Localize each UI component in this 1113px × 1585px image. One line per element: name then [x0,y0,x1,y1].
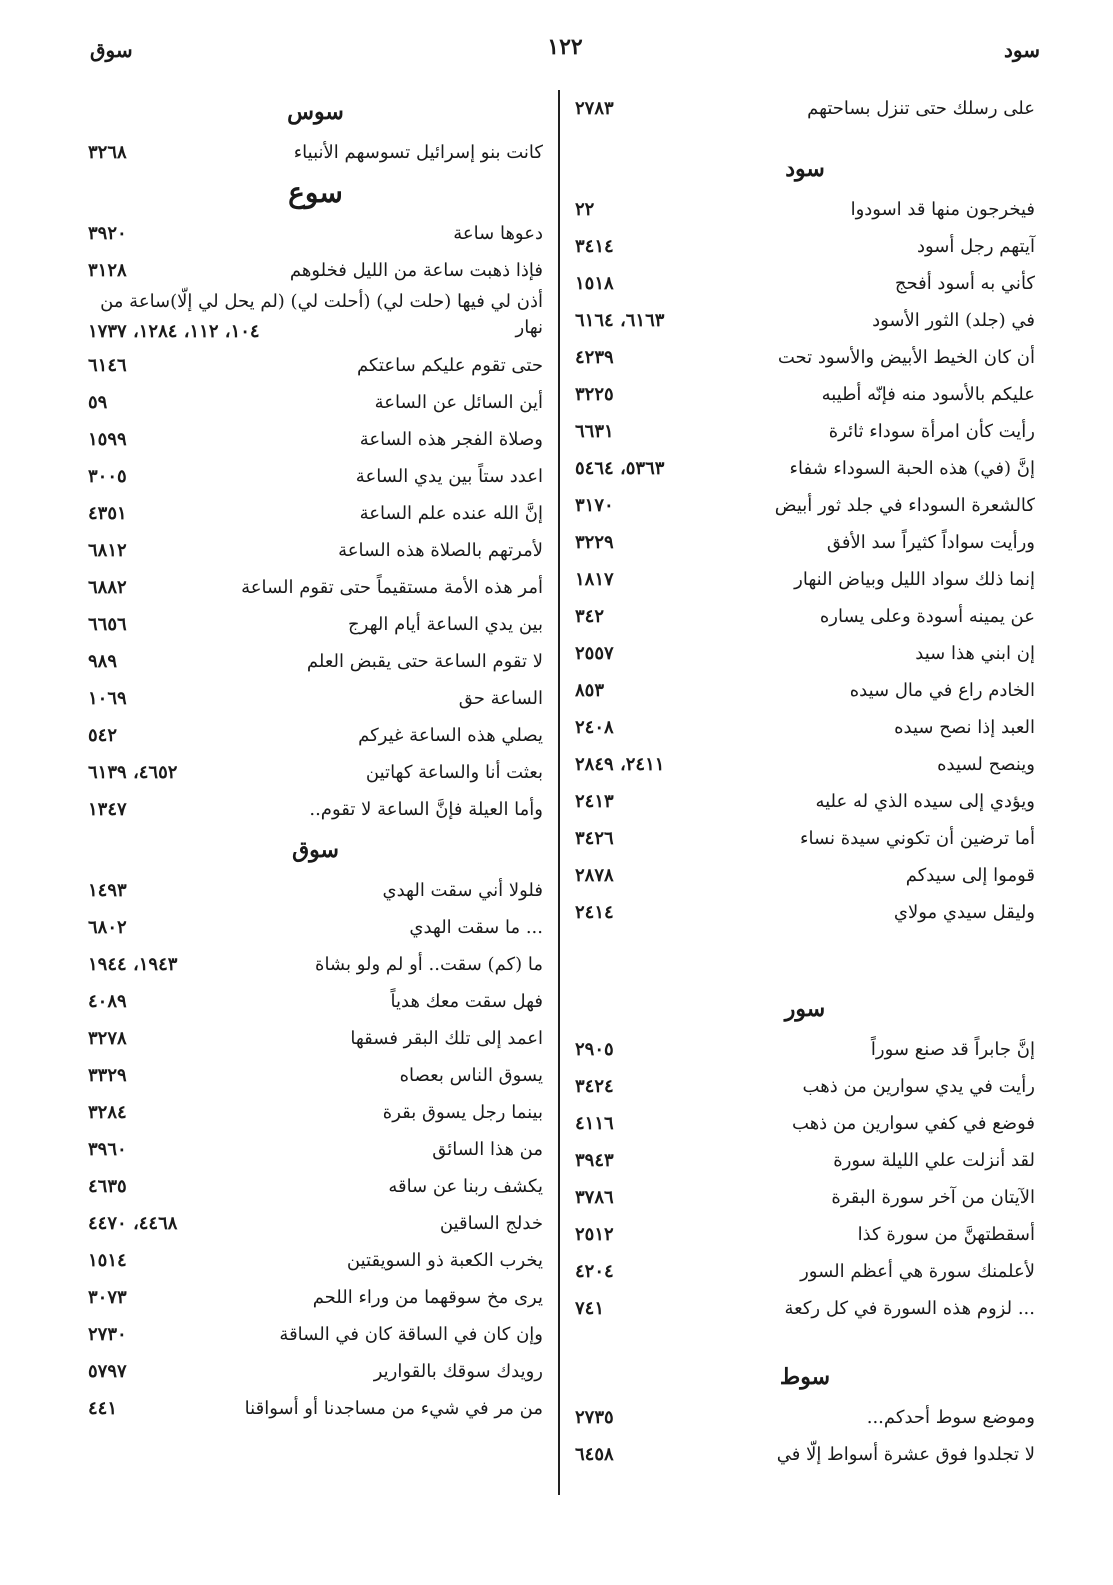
index-entry [88,1205,543,1242]
entry-refs: ٧٤١ [575,1298,605,1319]
entry-text: قوموا إلى سيدكم [905,865,1035,886]
entry-text: إنما ذلك سواد الليل وبياض النهار [794,569,1035,590]
index-entry [575,746,1035,783]
entry-refs: ١٥١٤ [88,1250,127,1271]
index-entry [88,1353,543,1390]
entry-text: أمر هذه الأمة مستقيماً حتى تقوم الساعة [241,577,543,598]
index-entry [88,252,543,289]
index-entry [88,946,543,983]
index-entry [575,1253,1035,1290]
index-entry [575,265,1035,302]
entry-refs: ٢٢ [575,199,595,220]
entry-refs: ٢٤١٤ [575,902,614,923]
entry-text: إنَّ (في) هذه الحبة السوداء شفاء [789,458,1035,479]
index-entry [575,820,1035,857]
index-entry [88,215,543,252]
entry-refs: ٢٨٧٨ [575,865,614,886]
index-entry [88,384,543,421]
entry-text: بين يدي الساعة أيام الهرج [348,614,543,635]
entry-refs: ٥٧٩٧ [88,1361,127,1382]
entry-text: ما (كم) سقت.. أو لم ولو بشاة [315,954,543,975]
entry-text: آيتهم رجل أسود [916,236,1035,257]
section-heading: سوس [287,99,344,125]
entry-text: فلولا أني سقت الهدي [382,880,543,901]
header-last-word: سوق [90,38,133,62]
entry-text: الآيتان من آخر سورة البقرة [831,1187,1035,1208]
entry-text: يرى مخ سوقهما من وراء اللحم [312,1287,543,1308]
page-number: ١٢٢ [547,34,583,60]
section-heading: سور [784,996,826,1022]
entry-refs: ٢٩٠٥ [575,1039,614,1060]
index-entry [575,1031,1035,1068]
entry-refs: ٣٩٢٠ [88,223,127,244]
index-entry [575,339,1035,376]
entry-refs: ٦٦٥٦ [88,614,127,635]
section-entries [575,191,1035,931]
entry-refs: ٩٨٩ [88,651,118,672]
index-entry [575,598,1035,635]
index-entry [88,289,543,347]
index-entry [575,1105,1035,1142]
entry-text: وينصح لسيده [937,754,1035,775]
entry-text: أسقطتهنَّ من سورة كذا [857,1224,1035,1245]
entry-refs: ٣٢٧٨ [88,1028,127,1049]
index-entry [88,495,543,532]
entry-text: حتى تقوم عليكم ساعتكم [357,355,543,376]
entry-refs: ٣٣٢٩ [88,1065,127,1086]
index-entry [575,191,1035,228]
entry-refs: ٢٧٣٥ [575,1407,614,1428]
entry-refs: ٣٢٨٤ [88,1102,127,1123]
entry-refs: ٢٧٨٣ [575,98,614,119]
index-entry [88,643,543,680]
entry-refs: ٤٠٨٩ [88,991,127,1012]
entry-text: أذن لي فيها (حلت لي) (أحلت لي) (لم يحل لي إلّا)ساعة من نهار [100,291,543,338]
entry-refs: ١٨١٧ [575,569,614,590]
entry-refs: ٤٤٦٨، ٤٤٧٠ [88,1213,178,1234]
entry-text: ... ما سقت الهدي [409,917,543,938]
index-entry [575,709,1035,746]
entry-text: دعوها ساعة [453,223,543,244]
entry-text: وصلاة الفجر هذه الساعة [359,429,543,450]
entry-refs: ٣٤٢ [575,606,605,627]
index-entry [88,1390,543,1427]
spacer [575,1327,1035,1355]
right-column [575,90,1035,1473]
entry-refs: ١٤٩٣ [88,880,127,901]
entry-text: إنَّ جابراً قد صنع سوراً [870,1039,1035,1060]
entry-text: خدلج الساقين [439,1213,543,1234]
entry-text: أما ترضين أن تكوني سيدة نساء [800,828,1035,849]
index-entry [575,1179,1035,1216]
section-entries [575,1031,1035,1327]
entry-refs: ٦٦٣١ [575,421,614,442]
entry-refs: ٤٦٥٢، ٦١٣٩ [88,762,178,783]
entry-text: بينما رجل يسوق بقرة [382,1102,543,1123]
index-entry [575,894,1035,931]
index-entry [575,413,1035,450]
entry-refs: ٣١٧٠ [575,495,614,516]
section-heading: سوع [288,176,343,209]
entry-refs: ٣٧٨٦ [575,1187,614,1208]
entry-refs: ٤٢٠٤ [575,1261,614,1282]
entry-text: ورأيت سواداً كثيراً سد الأفق [826,532,1035,553]
entry-text: لأمرتهم بالصلاة هذه الساعة [338,540,543,561]
entry-text: يصلي هذه الساعة غيركم [358,725,543,746]
entry-text: وأما العيلة فإنَّ الساعة لا تقوم.. [309,799,543,820]
entry-text: لقد أنزلت علي الليلة سورة [833,1150,1035,1171]
entry-refs: ٢٧٣٠ [88,1324,127,1345]
entry-text: لا تقوم الساعة حتى يقبض العلم [306,651,543,672]
entry-text: لا تجلدوا فوق عشرة أسواط إلّا في [776,1444,1035,1465]
section-heading: سوق [292,837,339,863]
entry-text: في (جلد) الثور الأسود [872,310,1035,331]
entry-text: من هذا السائق [432,1139,543,1160]
index-entry [575,450,1035,487]
entry-text: كأني به أسود أفحج [894,273,1035,294]
entry-refs: ٦١٦٣، ٦١٦٤ [575,310,665,331]
index-entry [575,635,1035,672]
entry-refs: ٣٢٢٥ [575,384,614,405]
index-entry [575,524,1035,561]
entry-text: كانت بنو إسرائيل تسوسهم الأنبياء [293,142,543,163]
entry-refs: ٣٤٢٤ [575,1076,614,1097]
entry-refs: ٢٤١٣ [575,791,614,812]
entry-text: ويؤدي إلى سيده الذي له عليه [815,791,1035,812]
section-heading: سود [785,156,825,182]
entry-refs: ٣٠٠٥ [88,466,127,487]
entry-refs: ٦٨٠٢ [88,917,127,938]
entry-refs: ٥٤٢ [88,725,118,746]
index-entry [575,302,1035,339]
section-entries [88,134,543,171]
index-entry [88,1020,543,1057]
entry-refs: ٣٠٧٣ [88,1287,127,1308]
index-entry [88,872,543,909]
entry-text: وموضع سوط أحدكم... [866,1407,1035,1428]
entry-refs: ٤٢٣٩ [575,347,614,368]
entry-refs: ٦٨١٢ [88,540,127,561]
entry-text: يكشف ربنا عن ساقه [388,1176,543,1197]
index-entry [88,983,543,1020]
entry-refs: ١٠٤، ١١٢، ١٢٨٤، ١٧٣٧ [88,321,260,342]
entry-text: وليقل سيدي مولاي [893,902,1035,923]
index-entry [575,228,1035,265]
entry-text: عن يمينه أسودة وعلى يساره [819,606,1035,627]
entry-text: رويدك سوقك بالقوارير [373,1361,543,1382]
entry-refs: ٢٥٥٧ [575,643,614,664]
index-entry [88,421,543,458]
entry-refs: ٣٩٤٣ [575,1150,614,1171]
index-entry [88,1057,543,1094]
index-entry [575,90,1035,127]
entry-refs: ٦٤٥٨ [575,1444,614,1465]
index-entry [88,680,543,717]
entry-refs: ٣٢٢٩ [575,532,614,553]
entry-text: أن كان الخيط الأبيض والأسود تحت [777,347,1035,368]
index-entry [88,1279,543,1316]
left-column [88,90,543,1427]
entry-text: وإن كان في الساقة كان في الساقة [279,1324,543,1345]
section-entries [88,872,543,1427]
index-entry [88,791,543,828]
entry-refs: ١٥٩٩ [88,429,127,450]
index-entry [575,672,1035,709]
entry-refs: ١٥١٨ [575,273,614,294]
index-entry [575,487,1035,524]
entry-text: بعثت أنا والساعة كهاتين [365,762,543,783]
section-entries [88,215,543,828]
index-entry [88,909,543,946]
index-entry [575,561,1035,598]
entry-text: فيخرجون منها قد اسودوا [850,199,1035,220]
index-entry [88,1131,543,1168]
header-first-word: سود [1004,38,1040,62]
entry-refs: ٤٦٣٥ [88,1176,127,1197]
index-entry [88,717,543,754]
entry-refs: ٣٤١٤ [575,236,614,257]
index-entry [575,1068,1035,1105]
entry-text: على رسلك حتى تنزل بساحتهم [807,98,1035,119]
entry-text: اعمد إلى تلك البقر فسقها [350,1028,543,1049]
entry-text: فإذا ذهبت ساعة من الليل فخلوهم [289,260,543,281]
index-entry [88,606,543,643]
section-heading: سوط [779,1364,831,1390]
index-entry [575,857,1035,894]
entry-text: العبد إذا نصح سيده [894,717,1035,738]
index-entry [88,532,543,569]
entry-text: الخادم راع في مال سيده [849,680,1035,701]
entry-refs: ٢٤١١، ٢٨٤٩ [575,754,665,775]
index-entry [88,1316,543,1353]
entry-refs: ٥٩ [88,392,108,413]
entry-text: من مر في شيء من مساجدنا أو أسواقنا [244,1398,543,1419]
entry-refs: ٣٩٦٠ [88,1139,127,1160]
spacer [575,931,1035,987]
index-entry [88,754,543,791]
index-entry [575,1436,1035,1473]
index-entry [88,1094,543,1131]
entry-refs: ٦١٤٦ [88,355,127,376]
spacer [575,127,1035,147]
column-divider [558,90,560,1495]
entry-refs: ٢٥١٢ [575,1224,614,1245]
entry-text: فوضع في كفي سوارين من ذهب [792,1113,1035,1134]
running-head [90,34,1040,68]
index-entry [88,569,543,606]
entry-text: رأيت كأن امرأة سوداء ثائرة [828,421,1035,442]
entry-text: كالشعرة السوداء في جلد ثور أبيض [774,495,1035,516]
section-entries [575,1399,1035,1473]
index-entry [88,347,543,384]
entry-refs: ٤١١٦ [575,1113,614,1134]
entry-text: لأعلمنك سورة هي أعظم السور [800,1261,1035,1282]
index-entry [575,1216,1035,1253]
entry-text: عليكم بالأسود منه فإنّه أطيبه [821,384,1035,405]
index-entry [88,1242,543,1279]
entry-text: فهل سقت معك هدياً [390,991,543,1012]
entry-text: أين السائل عن الساعة [374,392,543,413]
index-entry [575,1142,1035,1179]
entry-refs: ٣٢٦٨ [88,142,127,163]
index-entry [575,1399,1035,1436]
index-entry [88,134,543,171]
entry-text: ... لزوم هذه السورة في كل ركعة [784,1298,1035,1319]
entry-text: يخرب الكعبة ذو السويقتين [346,1250,543,1271]
entry-refs: ٣١٢٨ [88,260,127,281]
index-entry [575,1290,1035,1327]
entry-text: اعدد ستاً بين يدي الساعة [355,466,543,487]
entry-refs: ٤٤١ [88,1398,118,1419]
entry-refs: ٨٥٣ [575,680,605,701]
entry-text: الساعة حق [458,688,543,709]
entry-refs: ١٣٤٧ [88,799,127,820]
entry-refs: ١٩٤٣، ١٩٤٤ [88,954,178,975]
entry-text: رأيت في يدي سوارين من ذهب [802,1076,1035,1097]
index-entry [88,1168,543,1205]
entry-refs: ٤٣٥١ [88,503,127,524]
entry-refs: ٦٨٨٢ [88,577,127,598]
index-entry [575,376,1035,413]
entry-refs: ٢٤٠٨ [575,717,614,738]
entry-refs: ٣٤٢٦ [575,828,614,849]
entry-text: إن ابني هذا سيد [915,643,1035,664]
entry-text: يسوق الناس بعصاه [399,1065,543,1086]
entry-text: إنَّ الله عنده علم الساعة [359,503,543,524]
index-entry [88,458,543,495]
entry-refs: ٥٣٦٣، ٥٤٦٤ [575,458,665,479]
index-entry [575,783,1035,820]
entry-refs: ١٠٦٩ [88,688,127,709]
